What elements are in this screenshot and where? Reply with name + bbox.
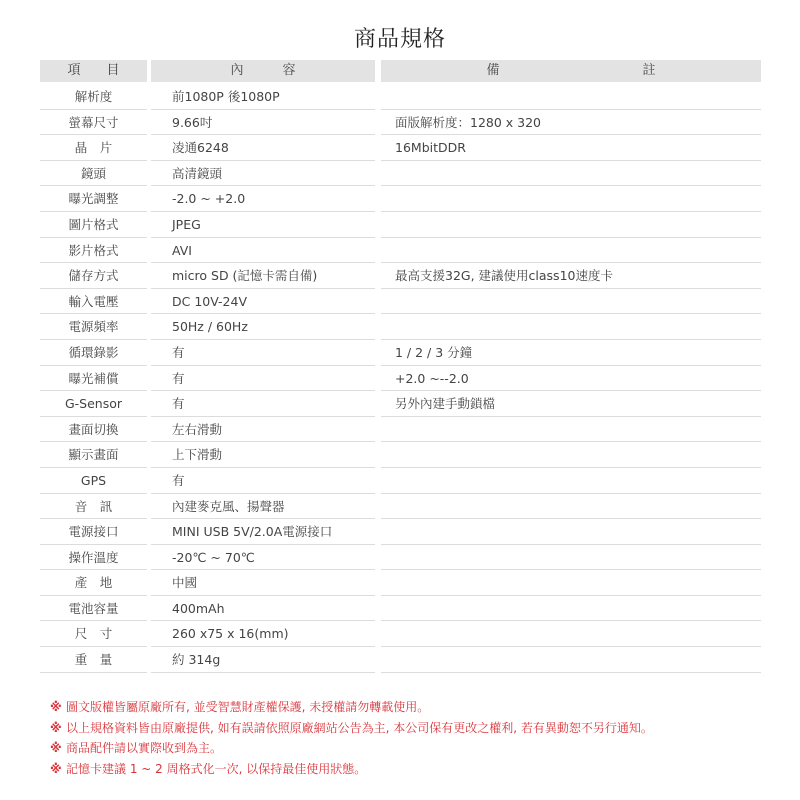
cell-note xyxy=(381,289,761,315)
cell-content: 內建麥克風、揚聲器 xyxy=(151,494,375,520)
cell-content: 高清鏡頭 xyxy=(151,161,375,187)
cell-content: 有 xyxy=(151,468,375,494)
cell-content: 凌通6248 xyxy=(151,135,375,161)
cell-content: 有 xyxy=(151,391,375,417)
cell-note: 另外內建手動鎖檔 xyxy=(381,391,761,417)
cell-content: 9.66吋 xyxy=(151,110,375,136)
table-row xyxy=(40,519,761,545)
cell-content: micro SD (記憶卡需自備) xyxy=(151,263,375,289)
header-item-label: 項 目 xyxy=(67,63,120,78)
cell-item: 電源頻率 xyxy=(40,314,147,340)
note-line xyxy=(50,718,770,739)
cell-note xyxy=(381,161,761,187)
table-row xyxy=(40,596,761,622)
table-row xyxy=(40,110,761,136)
cell-note: +2.0 ~--2.0 xyxy=(381,366,761,392)
table-row xyxy=(40,621,761,647)
cell-item: 解析度 xyxy=(40,84,147,110)
cell-content: 前1080P 後1080P xyxy=(151,84,375,110)
cell-content: 中國 xyxy=(151,570,375,596)
cell-note: 最高支援32G, 建議使用class10速度卡 xyxy=(381,263,761,289)
cell-item: 尺 寸 xyxy=(40,621,147,647)
cell-note xyxy=(381,212,761,238)
cell-note xyxy=(381,468,761,494)
cell-item: 鏡頭 xyxy=(40,161,147,187)
cell-content: MINI USB 5V/2.0A電源接口 xyxy=(151,519,375,545)
header-note-label: 備 註 xyxy=(486,63,656,78)
table-row xyxy=(40,314,761,340)
cell-content: 左右滑動 xyxy=(151,417,375,443)
cell-item: 晶 片 xyxy=(40,135,147,161)
table-row xyxy=(40,494,761,520)
cell-note xyxy=(381,186,761,212)
cell-content: 上下滑動 xyxy=(151,442,375,468)
note-line xyxy=(50,697,770,718)
cell-item: 循環錄影 xyxy=(40,340,147,366)
table-row xyxy=(40,263,761,289)
cell-item: 曝光調整 xyxy=(40,186,147,212)
note-text: 以上規格資料皆由原廠提供, 如有誤請依照原廠網站公告為主, 本公司保有更改之權利, 若有異動恕不另行通知。 xyxy=(66,720,653,735)
header-content-label: 內 容 xyxy=(230,63,296,78)
cell-content: 50Hz / 60Hz xyxy=(151,314,375,340)
note-text: 圖文版權皆屬原廠所有, 並受智慧財產權保護, 未授權請勿轉載使用。 xyxy=(66,700,430,714)
cell-item: 電池容量 xyxy=(40,596,147,622)
cell-content: -2.0 ~ +2.0 xyxy=(151,186,375,212)
table-row xyxy=(40,545,761,571)
cell-item: 螢幕尺寸 xyxy=(40,110,147,136)
cell-item: 圖片格式 xyxy=(40,212,147,238)
table-row xyxy=(40,366,761,392)
cell-content: -20℃ ~ 70℃ xyxy=(151,545,375,571)
table-row xyxy=(40,238,761,264)
cell-note xyxy=(381,84,761,110)
cell-note xyxy=(381,570,761,596)
cell-content: 有 xyxy=(151,340,375,366)
table-row xyxy=(40,161,761,187)
cell-content: 260 x75 x 16(mm) xyxy=(151,621,375,647)
cell-note xyxy=(381,314,761,340)
note-mark-icon: ※ xyxy=(50,761,62,776)
cell-content: JPEG xyxy=(151,212,375,238)
cell-item: 畫面切換 xyxy=(40,417,147,443)
cell-note xyxy=(381,621,761,647)
header-item xyxy=(40,60,147,82)
cell-content: DC 10V-24V xyxy=(151,289,375,315)
header-content xyxy=(151,60,375,82)
cell-item: 影片格式 xyxy=(40,238,147,264)
table-row xyxy=(40,135,761,161)
table-row xyxy=(40,186,761,212)
cell-note xyxy=(381,238,761,264)
cell-item: 操作溫度 xyxy=(40,545,147,571)
note-mark-icon: ※ xyxy=(50,720,62,735)
cell-item: 顯示畫面 xyxy=(40,442,147,468)
table-row xyxy=(40,442,761,468)
notes-list xyxy=(50,697,770,779)
cell-content: 400mAh xyxy=(151,596,375,622)
cell-note: 16MbitDDR xyxy=(381,135,761,161)
cell-note xyxy=(381,519,761,545)
cell-item: G-Sensor xyxy=(40,391,147,417)
cell-content: 約 314g xyxy=(151,647,375,673)
cell-note xyxy=(381,417,761,443)
table-row xyxy=(40,212,761,238)
table-row xyxy=(40,647,761,673)
cell-note: 面版解析度：1280 x 320 xyxy=(381,110,761,136)
table-row xyxy=(40,84,761,110)
cell-note xyxy=(381,647,761,673)
cell-item: 輸入電壓 xyxy=(40,289,147,315)
cell-item: 產 地 xyxy=(40,570,147,596)
cell-item: 曝光補償 xyxy=(40,366,147,392)
cell-note: 1 / 2 / 3 分鐘 xyxy=(381,340,761,366)
header-note xyxy=(381,60,761,82)
cell-item: 電源接口 xyxy=(40,519,147,545)
table-row xyxy=(40,340,761,366)
spec-table xyxy=(40,84,761,673)
note-line xyxy=(50,759,770,780)
cell-item: 重 量 xyxy=(40,647,147,673)
table-row xyxy=(40,391,761,417)
cell-item: 儲存方式 xyxy=(40,263,147,289)
note-mark-icon: ※ xyxy=(50,741,62,755)
cell-content: 有 xyxy=(151,366,375,392)
table-row xyxy=(40,417,761,443)
cell-note xyxy=(381,442,761,468)
cell-item: 音 訊 xyxy=(40,494,147,520)
cell-content: AVI xyxy=(151,238,375,264)
note-text: 記憶卡建議 1 ~ 2 周格式化一次, 以保持最佳使用狀態。 xyxy=(66,761,367,776)
cell-item: GPS xyxy=(40,468,147,494)
table-row xyxy=(40,570,761,596)
page-title: 商品規格 xyxy=(353,27,446,52)
note-text: 商品配件請以實際收到為主。 xyxy=(66,741,223,755)
cell-note xyxy=(381,494,761,520)
table-row xyxy=(40,468,761,494)
note-line xyxy=(50,738,770,759)
cell-note xyxy=(381,545,761,571)
note-mark-icon: ※ xyxy=(50,700,62,714)
table-row xyxy=(40,289,761,315)
cell-note xyxy=(381,596,761,622)
